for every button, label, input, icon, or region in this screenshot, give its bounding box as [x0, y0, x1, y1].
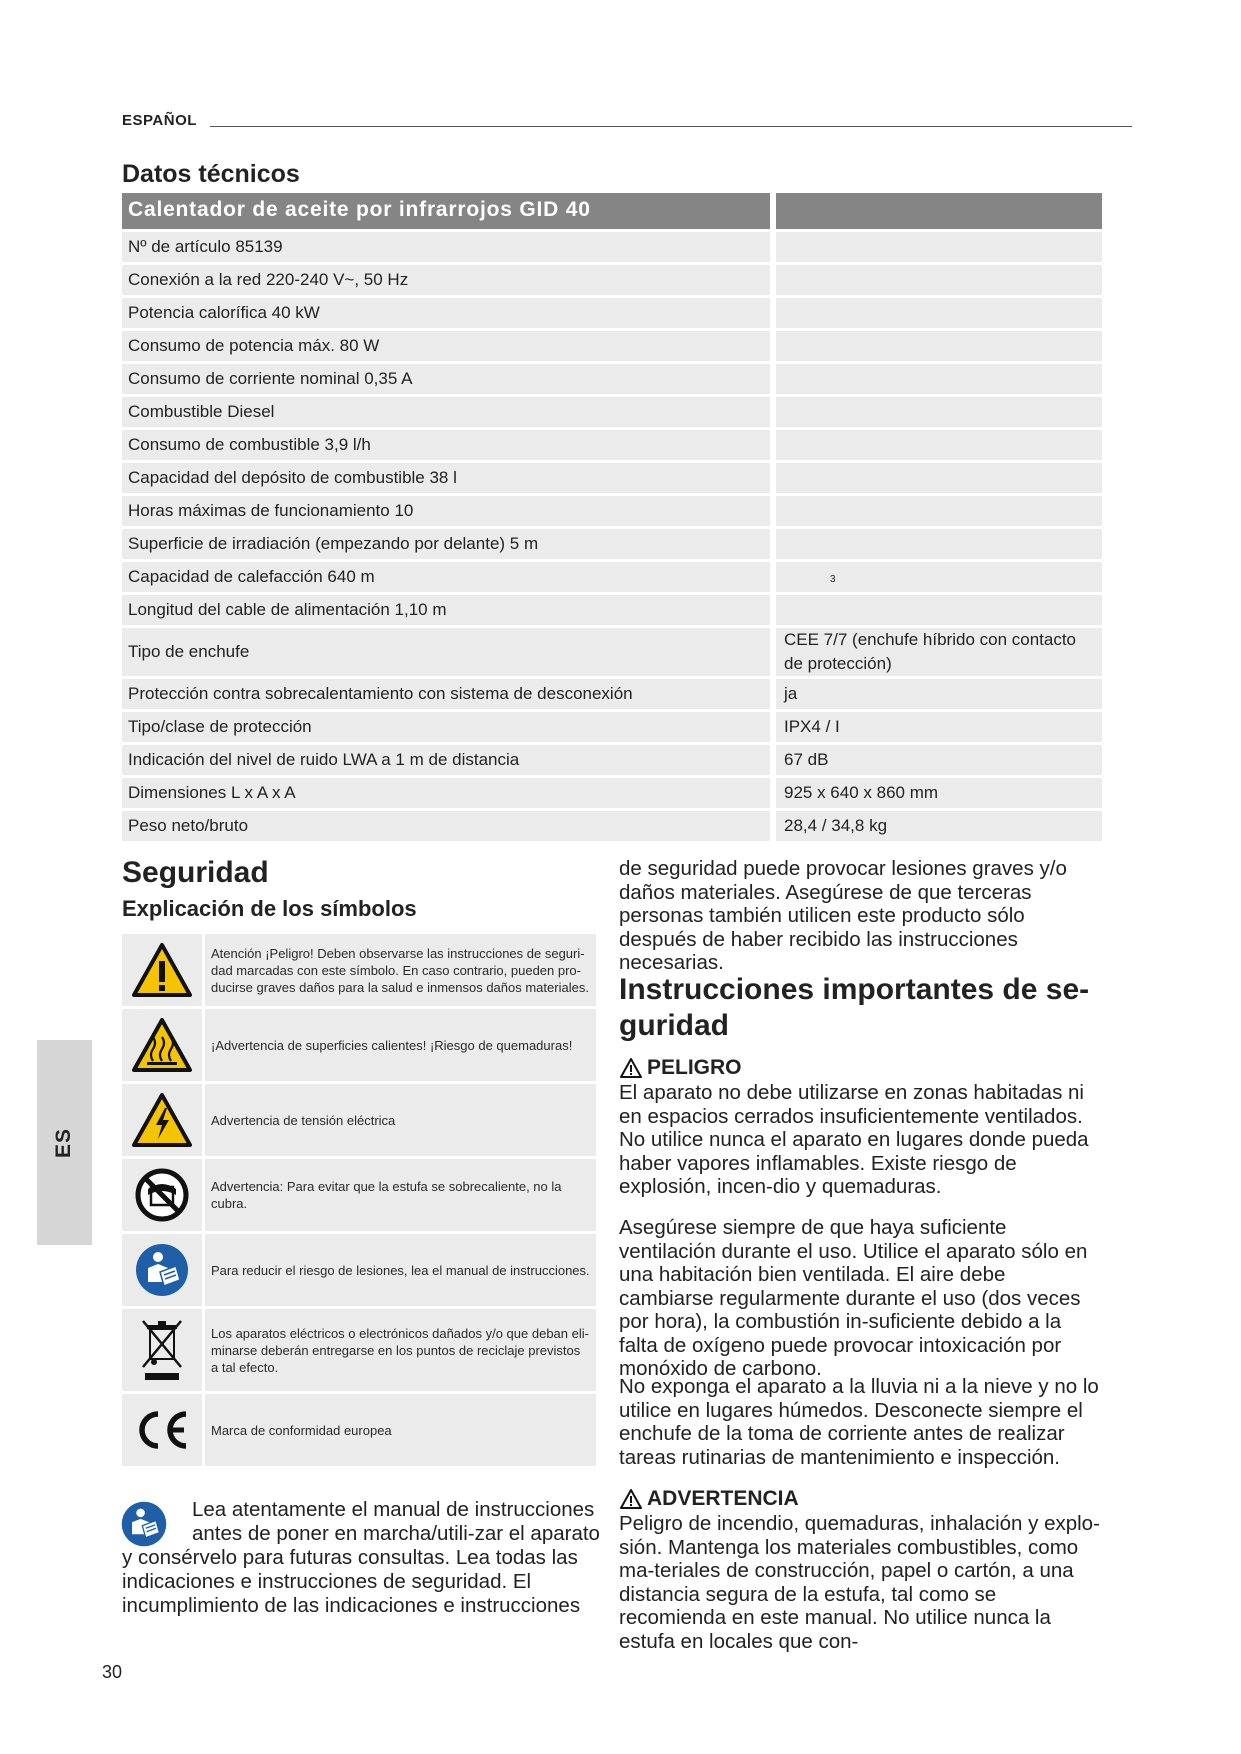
danger-paragraph: No exponga el aparato a la lluvia ni a la nieve y no lo utilice en lugares húmedos. Desconecte siempre el enchufe de la toma de corriente antes de realizar tareas rutinarias de mantenimiento e inspección. [619, 1375, 1099, 1469]
symbol-description: Para reducir el riesgo de lesiones, lea el manual de instrucciones. [205, 1234, 596, 1306]
safety-title: Seguridad [122, 856, 269, 889]
symbol-description: ¡Advertencia de superficies calientes! ¡Riesgo de quemaduras! [205, 1009, 596, 1081]
row-label: Capacidad de calefacción 640 m [122, 562, 770, 592]
safety-intro-continuation: de seguridad puede provocar lesiones graves y/o daños materiales. Asegúrese de que terceras personas también utilicen este producto sólo después de haber recibido las instrucciones necesarias. [619, 857, 1067, 974]
language-header: ESPAÑOL [122, 112, 197, 129]
row-label: Horas máximas de funcionamiento 10 [122, 496, 770, 526]
table-row [122, 712, 1102, 742]
row-label: Tipo de enchufe [122, 628, 770, 676]
side-tab-label: ES [52, 1127, 76, 1158]
danger-triangle-icon [619, 1057, 643, 1079]
row-label: Superficie de irradiación (empezando por delante) 5 m [122, 529, 770, 559]
superscript-value: 3 [830, 574, 836, 585]
row-value [776, 496, 1102, 526]
electric-voltage-icon [122, 1084, 202, 1156]
table-row [122, 463, 1102, 493]
table-row [122, 298, 1102, 328]
table-row [122, 562, 1102, 592]
danger-paragraph: El aparato no debe utilizarse en zonas habitadas ni en espacios cerrados insuficientemente ventilados. No utilice nunca el aparato en lugares donde pueda haber vapores inflamables. Existe riesgo de explosión, incen-dio y quemaduras. [619, 1081, 1089, 1198]
row-label: Capacidad del depósito de combustible 38 l [122, 463, 770, 493]
row-label: Indicación del nivel de ruido LWA a 1 m de distancia [122, 745, 770, 775]
table-row [122, 364, 1102, 394]
row-value [776, 265, 1102, 295]
row-value: 925 x 640 x 860 mm [776, 778, 1102, 808]
weee-bin-icon [122, 1309, 202, 1391]
read-manual-icon [122, 1234, 202, 1306]
symbol-description: Los aparatos eléctricos o electrónicos dañados y/o que deban eli-minarse deberán entregarse en los puntos de reciclaje previstos a tal efecto. [205, 1309, 596, 1391]
danger-paragraph: Asegúrese siempre de que haya suficiente ventilación durante el uso. Utilice el aparato sólo en una habitación bien ventilada. El aire debe cambiarse regularmente durante el uso (dos veces por hora), la combustión in-suficiente debido a la falta de oxígeno puede provocar intoxicación por monóxido de carbono. [619, 1216, 1088, 1380]
ce-mark-icon [122, 1394, 202, 1466]
danger-label: PELIGRO [647, 1056, 742, 1079]
row-value [776, 529, 1102, 559]
row-label: Dimensiones L x A x A [122, 778, 770, 808]
table-row [122, 397, 1102, 427]
tech-table [122, 193, 1102, 844]
row-value [776, 232, 1102, 262]
row-label: Consumo de combustible 3,9 l/h [122, 430, 770, 460]
table-row [122, 430, 1102, 460]
row-value [776, 364, 1102, 394]
table-row [122, 679, 1102, 709]
warning-paragraph: Peligro de incendio, quemaduras, inhalación y explo-sión. Mantenga los materiales combustibles, como ma-teriales de construcción, papel o cartón, a una distancia segura de la estufa, tal como se recomienda en este manual. No utilice nunca la estufa en locales que con- [619, 1512, 1100, 1653]
row-value [776, 430, 1102, 460]
symbol-row [122, 1009, 596, 1081]
read-manual-paragraph [122, 1498, 600, 1618]
row-value [776, 562, 1102, 592]
table-row [122, 529, 1102, 559]
header-rule [210, 126, 1132, 127]
do-not-cover-icon [122, 1159, 202, 1231]
table-row [122, 628, 1102, 676]
row-value: ja [776, 679, 1102, 709]
symbol-row [122, 1159, 596, 1231]
tech-table-header [122, 193, 1102, 229]
row-label: Combustible Diesel [122, 397, 770, 427]
warning-exclamation-icon [122, 934, 202, 1006]
symbol-row [122, 934, 596, 1006]
symbol-row [122, 1234, 596, 1306]
symbol-description: Marca de conformidad europea [205, 1394, 596, 1466]
row-value [776, 331, 1102, 361]
read-manual-text: Lea atentamente el manual de instrucciones antes de poner en marcha/utili-zar el aparato y consérvelo para futuras consultas. Lea todas las indicaciones e instrucciones de seguridad. El incumplimiento de las indicaciones e instrucciones [122, 1498, 600, 1617]
language-side-tab [37, 1040, 92, 1245]
table-row [122, 232, 1102, 262]
warning-label: ADVERTENCIA [647, 1487, 799, 1510]
row-label: Consumo de potencia máx. 80 W [122, 331, 770, 361]
symbol-description: Advertencia de tensión eléctrica [205, 1084, 596, 1156]
tech-table-header-blank [776, 193, 1102, 229]
table-row [122, 331, 1102, 361]
warning-triangle-icon [619, 1488, 643, 1510]
row-value [776, 397, 1102, 427]
danger-heading [619, 1056, 742, 1080]
table-row [122, 811, 1102, 841]
row-value: CEE 7/7 (enchufe híbrido con contacto de protección) [776, 628, 1102, 676]
row-label: Protección contra sobrecalentamiento con sistema de desconexión [122, 679, 770, 709]
symbol-description: Advertencia: Para evitar que la estufa se sobrecaliente, no la cubra. [205, 1159, 596, 1231]
tech-table-title: Calentador de aceite por infrarrojos GID 40 [122, 193, 770, 229]
row-value [776, 595, 1102, 625]
table-row [122, 496, 1102, 526]
row-label: Potencia calorífica 40 kW [122, 298, 770, 328]
table-row [122, 778, 1102, 808]
table-row [122, 265, 1102, 295]
tech-section-title: Datos técnicos [122, 160, 300, 188]
row-label: Conexión a la red 220-240 V~, 50 Hz [122, 265, 770, 295]
row-label: Consumo de corriente nominal 0,35 A [122, 364, 770, 394]
row-value [776, 463, 1102, 493]
symbol-description: Atención ¡Peligro! Deben observarse las instrucciones de seguri-dad marcadas con este símbolo. En caso contrario, pueden pro-ducirse graves daños para la salud e inmensos daños materiales. [205, 934, 596, 1006]
symbol-row [122, 1394, 596, 1466]
instructions-title: Instrucciones importantes de se-guridad [619, 973, 1090, 1042]
row-value [776, 298, 1102, 328]
row-label: Tipo/clase de protección [122, 712, 770, 742]
hot-surface-icon [122, 1009, 202, 1081]
table-row [122, 595, 1102, 625]
row-label: Peso neto/bruto [122, 811, 770, 841]
table-row [122, 745, 1102, 775]
warning-heading [619, 1487, 799, 1511]
row-value: 67 dB [776, 745, 1102, 775]
row-label: Longitud del cable de alimentación 1,10 m [122, 595, 770, 625]
row-value: 28,4 / 34,8 kg [776, 811, 1102, 841]
symbol-row [122, 1084, 596, 1156]
page-number: 30 [102, 1662, 123, 1682]
row-label: Nº de artículo 85139 [122, 232, 770, 262]
symbols-subtitle: Explicación de los símbolos [122, 896, 417, 921]
symbols-table [122, 934, 596, 1469]
row-value: IPX4 / I [776, 712, 1102, 742]
symbol-row [122, 1309, 596, 1391]
